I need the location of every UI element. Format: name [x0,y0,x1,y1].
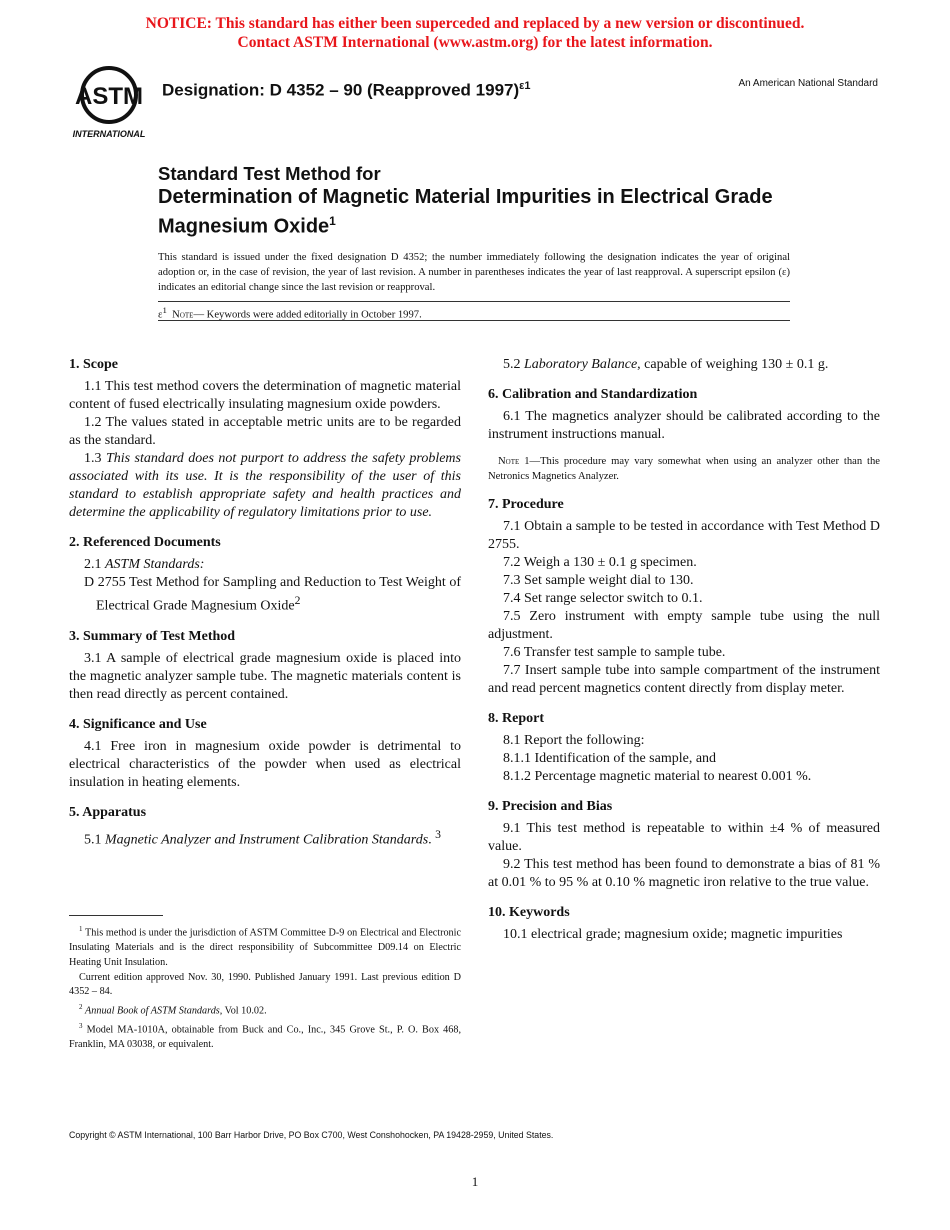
section-calibration [488,386,880,484]
divider [158,320,790,321]
footnotes [69,922,461,1053]
paragraph: 10.1 electrical grade; magnesium oxide; magnetic impurities [503,927,843,942]
notice-banner [0,14,950,52]
page-number: 1 [471,1174,479,1189]
section-scope [69,356,461,522]
paragraph: 3.1 A sample of electrical grade magnesium oxide is placed into the magnetic analyzer sample tube. The magnetic materials content is then read directly as percent contained. [69,650,461,702]
paragraph: 9.1 This test method is repeatable to within ±4 % of measured value. [488,821,880,854]
section-procedure [488,496,880,698]
notice-line-1: NOTICE: This standard has either been superceded and replaced by a new version or discontinued. [145,15,805,32]
footnote-2: $^2$ Annual Book of ASTM Standards, Vol 10.02. [79,1002,267,1017]
reference-entry: D 2755 Test Method for Sampling and Reduction to Test Weight of Electrical Grade Magnesium Oxide$^2$ [84,575,461,614]
section-report [488,710,880,786]
section-apparatus [69,804,461,850]
paragraph: 7.2 Weigh a 130 ± 0.1 g specimen. [503,555,697,570]
paragraph: 7.1 Obtain a sample to be tested in accordance with Test Method D 2755. [488,519,880,552]
section-heading: 3. Summary of Test Method [69,628,236,644]
paragraph: 1.2 The values stated in acceptable metric units are to be regarded as the standard. [69,415,461,448]
logo-mark: ASTM [75,83,143,110]
footnote-divider [69,915,163,916]
paragraph: 2.1 ASTM Standards: [84,557,205,572]
issuance-statement: This standard is issued under the fixed designation D 4352; the number immediately following the designation indicates the year of original adoption or, in the case of revision, the year of last revision. A number in parentheses indicates the year of last reapproval. A superscript epsilon (ε) indicates an editorial change since the last revision or reapproval. [158,252,790,293]
paragraph: 7.6 Transfer test sample to sample tube. [503,645,726,660]
paragraph: 1.3 This standard does not purport to address the safety problems associated with its use. It is the responsibility of the user of this standard to establish appropriate safety and health practices and determine the applicability of regulatory limitations prior to use. [69,451,461,520]
section-heading: 2. Referenced Documents [69,535,221,550]
paragraph: 9.2 This test method has been found to demonstrate a bias of 81 % at 0.01 % to 95 % at 0.10 % magnetic iron relative to the true value. [488,857,880,890]
divider [158,301,790,302]
astm-logo-icon [68,66,150,140]
paragraph: 7.4 Set range selector switch to 0.1. [503,591,703,606]
footnote-1-edition: Current edition approved Nov. 30, 1990. Published January 1991. Last previous edition D 4352 – 84. [69,971,461,998]
section-apparatus-continued [488,356,880,374]
document-title [158,163,798,239]
section-heading: 4. Significance and Use [69,716,207,732]
footnote-1: $^1$ This method is under the jurisdiction of ASTM Committee D-9 on Electrical and Electronic Insulating Materials and is the direct responsibility of Subcommittee D09.14 on Electric Heating Unit Insulation. [69,925,461,968]
paragraph: 5.2 Laboratory Balance, capable of weighing 130 ± 0.1 g. [503,357,829,372]
title-line-1: Standard Test Method for [158,163,381,184]
paragraph: 1.1 This test method covers the determination of magnetic material content of fused electrically insulating magnesium oxide powders. [69,379,461,412]
paragraph: 7.5 Zero instrument with empty sample tube using the null adjustment. [488,609,880,642]
national-standard-label: An American National Standard [738,78,878,89]
paragraph: 6.1 The magnetics analyzer should be calibrated according to the instrument instructions manual. [488,409,880,442]
section-heading: 10. Keywords [488,905,570,920]
designation: Designation: D 4352 – 90 (Reapproved 1997)$^{\varepsilon 1}$ [162,80,531,100]
section-heading: 1. Scope [69,357,118,372]
paragraph: 8.1.1 Identification of the sample, and [503,751,717,766]
section-heading: 7. Procedure [488,497,564,512]
section-heading: 6. Calibration and Standardization [488,387,698,402]
section-summary [69,628,461,704]
title-line-2: Determination of Magnetic Material Impurities in Electrical Grade Magnesium Oxide$^1$ [158,186,773,238]
section-referenced-documents [69,534,461,616]
footnote-3: $^3$ Model MA-1010A, obtainable from Buck and Co., Inc., 345 Grove St., P. O. Box 468, Franklin, MA 03038, or equivalent. [69,1022,462,1051]
note-1: Note 1—This procedure may vary somewhat when using an analyzer other than the Netronics Magnetics Analyzer. [488,456,880,482]
left-column [69,356,461,861]
paragraph: 7.3 Set sample weight dial to 130. [503,573,694,588]
astm-logo [68,66,150,140]
editorial-note: $\varepsilon^1$ Note— Keywords were added editorially in October 1997. [158,305,422,321]
designation-superscript: ε1 [519,80,531,92]
section-precision-bias [488,798,880,892]
section-heading: 5. Apparatus [69,804,147,820]
logo-text: INTERNATIONAL [72,129,146,139]
paragraph: 7.7 Insert sample tube into sample compartment of the instrument and read percent magnetics content directly from display meter. [488,663,880,696]
copyright: Copyright © ASTM International, 100 Barr Harbor Drive, PO Box C700, West Conshohocken, PA 19428-2959, United States. [69,1130,554,1140]
section-significance [69,716,461,792]
section-heading: 8. Report [488,711,544,726]
paragraph: 5.1 Magnetic Analyzer and Instrument Calibration Standards. $^3$ [84,827,441,848]
paragraph: 4.1 Free iron in magnesium oxide powder is detrimental to electrical characteristics of the powder when used as electrical insulation in heating elements. [69,738,461,790]
section-heading: 9. Precision and Bias [488,799,613,814]
right-column [488,356,880,956]
section-keywords [488,904,880,944]
notice-line-2: Contact ASTM International (www.astm.org) for the latest information. [237,34,713,51]
paragraph: 8.1 Report the following: [503,733,645,748]
paragraph: 8.1.2 Percentage magnetic material to nearest 0.001 %. [503,769,812,784]
